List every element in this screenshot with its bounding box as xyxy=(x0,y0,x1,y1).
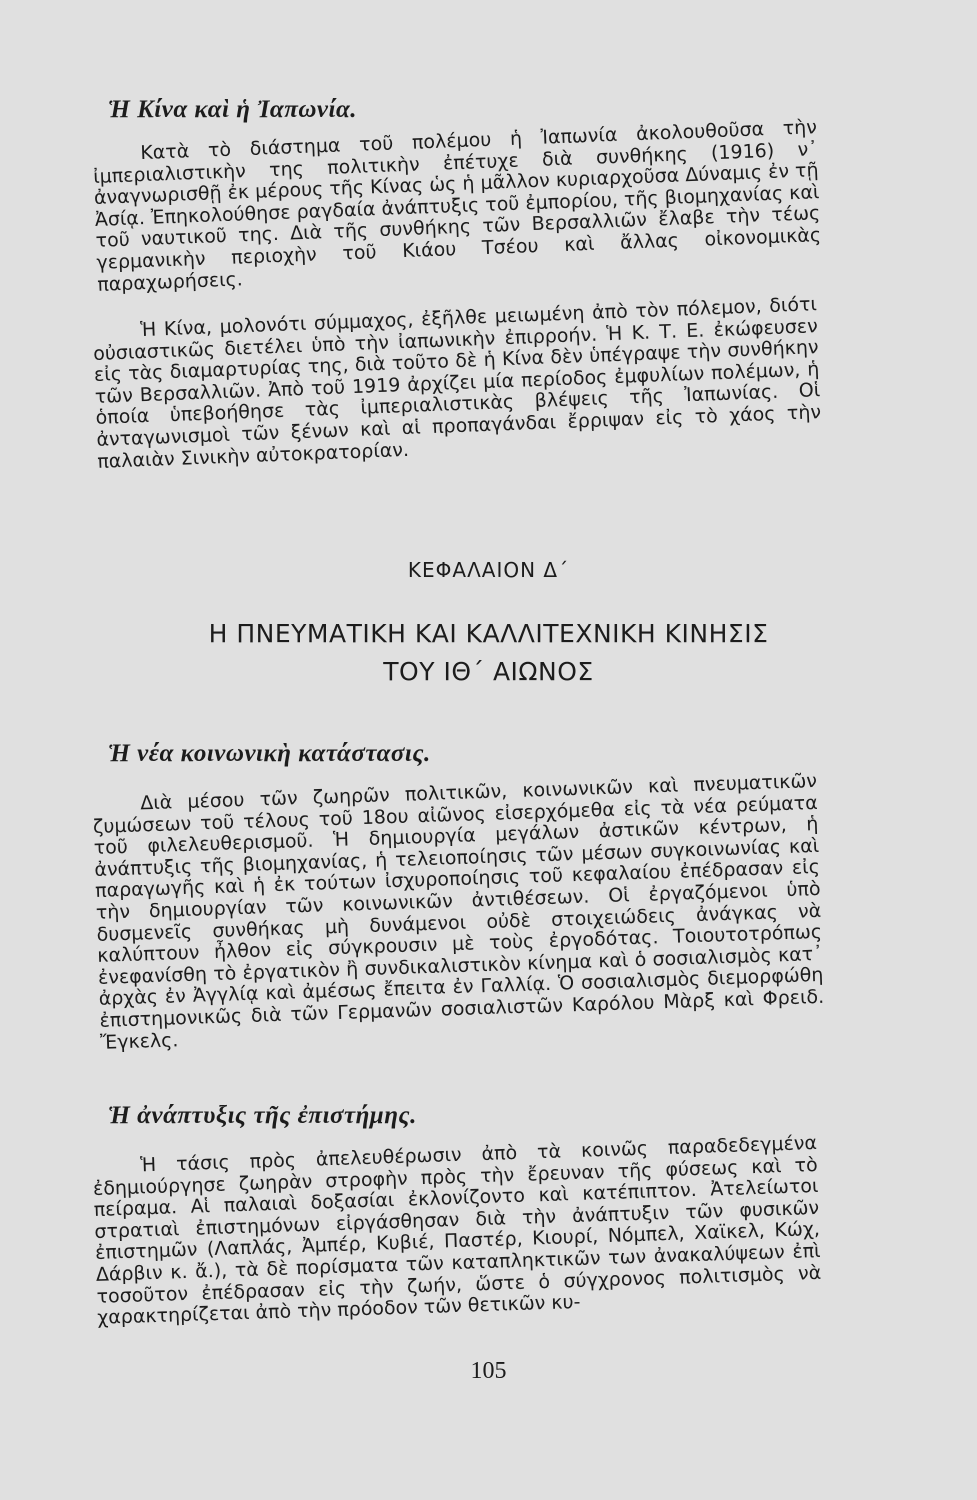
paragraph-new-society: Διὰ μέσου τῶν ζωηρῶν πολιτικῶν, κοινωνικῶν καὶ πνευματικῶν ζυμώσεων τοῦ τέλους τοῦ 18ου αἰῶνος εἰσερχόμεθα εἰς τὰ νέα ρεύματα τοῦ φιλελευθερισμοῦ. Ἡ δημιουργία μεγάλων ἀστικῶν κέντρων, ἡ ἀνάπτυξις τῆς βιομηχανίας, ἡ τελειοποίησις τῶν μέσων συγκοινωνίας καὶ παραγωγῆς καὶ ἡ ἐκ τούτων ἰσχυροποίησις τοῦ κεφαλαίου ἐπέδρασαν εἰς τὴν δημιουργίαν τῶν κοινωνικῶν ἀντιθέσεων. Οἱ ἐργαζόμενοι ὑπὸ δυσμενεῖς συνθήκας μὴ δυνάμενοι οὐδὲ στοιχειώδεις ἀνάγκας νὰ καλύπτουν ἦλθον εἰς σύγκρουσιν μὲ τοὺς ἐργοδότας. Τοιουτοτρόπως ἐνεφανίσθη τὸ ἐργατικὸν ἢ συνδικαλιστικὸν κίνημα καὶ ὁ σοσιαλισμὸς κατ᾽ ἀρχὰς ἐν Ἀγγλίᾳ καὶ ἀμέσως ἔπειτα ἐν Γαλλίᾳ. Ὁ σοσιαλισμὸς διεμορφώθη ἐπιστημονικῶς διὰ τῶν Γερμανῶν σοσιαλιστῶν Καρόλου Μὰρξ καὶ Φρειδ. Ἔγκελς. xyxy=(92,769,825,1054)
chapter-title-line-1: Η ΠΝΕΥΜΑΤΙΚΗ ΚΑΙ ΚΑΛΛΙΤΕΧΝΙΚΗ ΚΙΝΗΣΙΣ xyxy=(208,619,769,648)
page-number: 105 xyxy=(470,1358,507,1384)
chapter-title-line-2: ΤΟΥ ΙΘ΄ ΑΙΩΝΟΣ xyxy=(383,657,594,686)
chapter-label: ΚΕΦΑΛΑΙΟΝ Δ΄ xyxy=(407,558,570,582)
paragraph-science: Ἡ τάσις πρὸς ἀπελευθέρωσιν ἀπὸ τὰ κοινῶς παραδεδεγμένα ἐδημιούργησε ζωηρὰν στροφὴν πρὸς τὴν ἔρευναν τῆς φύσεως καὶ τὸ πείραμα. Αἱ παλαιαὶ δοξασίαι ἐκλονίζοντο καὶ κατέπιπτον. Ἀτελείωτοι στρατιαὶ ἐπιστημόνων εἰργάσθησαν διὰ τὴν ἀνάπτυξιν τῶν φυσικῶν ἐπιστημῶν (Λαπλάς, Ἀμπέρ, Κυβιέ, Παστέρ, Κιουρί, Νόμπελ, Χαϊκελ, Κώχ, Δάρβιν κ. ἄ.), τὰ δὲ πορίσματα τῶν καταπληκτικῶν των ἀνακαλύψεων ἐπὶ τοσοῦτον ἐπέδρασαν εἰς τὴν ζωήν, ὥστε ὁ σύγχρονος πολιτισμὸς νὰ χαρακτηρίζεται ἀπὸ τὴν πρόοδον τῶν θετικῶν κυ- xyxy=(92,1131,822,1330)
section-title-china-japan: Ἡ Κίνα καὶ ἡ Ἰαπωνία. xyxy=(108,96,358,123)
section-title-new-society: Ἡ νέα κοινωνικὴ κατάστασις. xyxy=(108,740,431,767)
paragraph-china-japan-1: Κατὰ τὸ διάστημα τοῦ πολέμου ἡ Ἰαπωνία ἀκολουθοῦσα τὴν ἰμπεριαλιστικὴν της πολιτικὴν ἐπέτυχε διὰ συνθήκης (1916) ν᾽ ἀναγνωρισθῇ ἐκ μέρους τῆς Κίνας ὡς ἡ μᾶλλον κυριαρχοῦσα Δύναμις ἐν τῇ Ἀσίᾳ. Ἐπηκολούθησε ραγδαία ἀνάπτυξις τοῦ ἐμπορίου, τῆς βιομηχανίας καὶ τοῦ ναυτικοῦ της. Διὰ τῆς συνθήκης τῶν Βερσαλλιῶν ἔλαβε τὴν τέως γερμανικὴν περιοχὴν τοῦ Κιάου Τσέου καὶ ἄλλας οἰκονομικὰς παραχωρήσεις. xyxy=(92,116,822,296)
paragraph-china-japan-2: Ἡ Κίνα, μολονότι σύμμαχος, ἐξῆλθε μειωμένη ἀπὸ τὸν πόλεμον, διότι οὐσιαστικῶς διετέλει ὑπὸ τὴν ἰαπωνικὴν ἐπιρροήν. Ἡ Κ. Τ. Ε. ἐκώφευσεν εἰς τὰς διαμαρτυρίας της, διὰ τοῦτο δὲ ἡ Κίνα δὲν ὑπέγραψε τὴν συνθήκην τῶν Βερσαλλιῶν. Ἀπὸ τοῦ 1919 ἀρχίζει μία περίοδος ἐμφυλίων πολέμων, ἡ ὁποία ὑπεβοήθησε τὰς ἰμπεριαλιστικὰς βλέψεις τῆς Ἰαπωνίας. Οἱ ἀνταγωνισμοὶ τῶν ξένων καὶ αἱ προπαγάνδαι ἔρριψαν εἰς τὸ χάος τὴν παλαιὰν Σινικὴν αὐτοκρατορίαν. xyxy=(92,293,822,473)
section-title-science: Ἡ ἀνάπτυξις τῆς ἐπιστήμης. xyxy=(108,1102,417,1129)
